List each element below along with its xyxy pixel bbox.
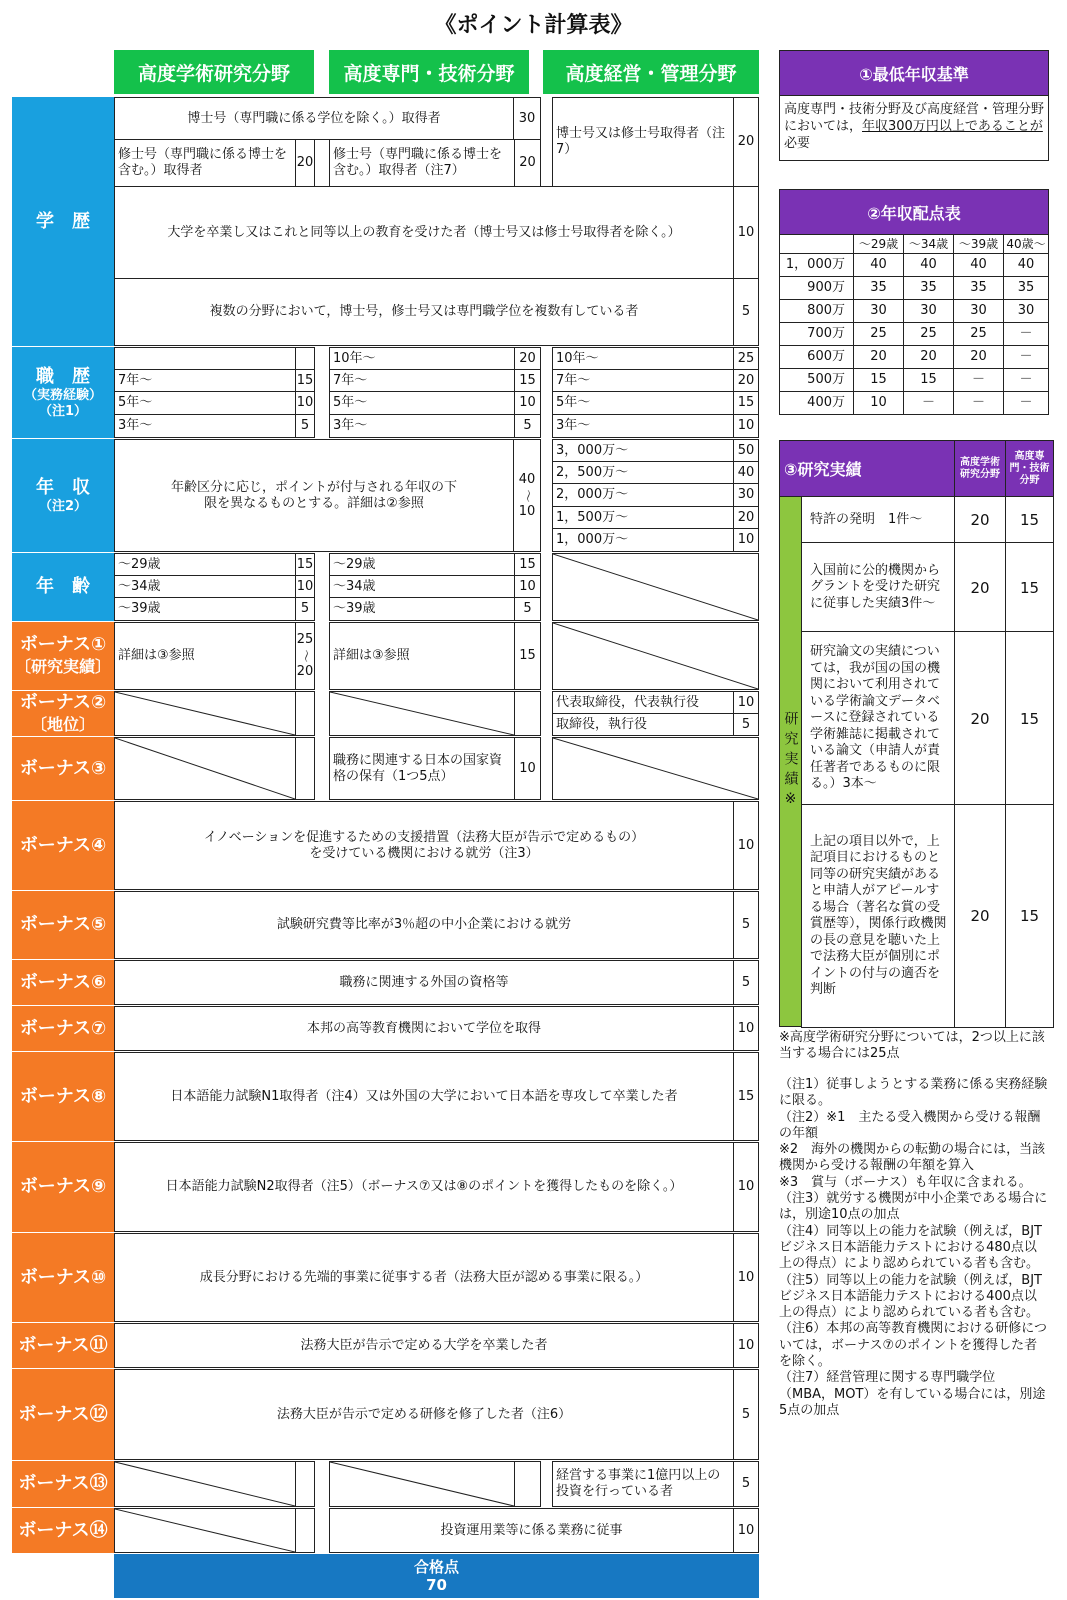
income-management-pts: 50 bbox=[733, 439, 759, 462]
income-table-cell: 20 bbox=[853, 345, 904, 369]
category-bonus2 bbox=[12, 691, 114, 736]
edu-master-academic-text: 修士号（専門職に係る博士を含む。）取得者 bbox=[114, 139, 296, 187]
income-table-row-label: 500万 bbox=[779, 368, 854, 392]
research-item-academic-pts: 20 bbox=[954, 496, 1006, 544]
income-table-row-label: 700万 bbox=[779, 322, 854, 346]
income-table-cell: 25 bbox=[903, 322, 954, 346]
income-table-cell: 30 bbox=[1003, 299, 1049, 323]
min-income-underlined: 年収300万円以上であることが bbox=[862, 119, 1043, 134]
career-management-row: 10年～ bbox=[552, 347, 734, 370]
bonus2-management-row: 代表取締役，代表執行役 bbox=[552, 691, 734, 714]
edu-univ-pts: 10 bbox=[733, 186, 759, 279]
age-specialist-pts: 10 bbox=[514, 575, 541, 598]
income-pts-top: 40 bbox=[518, 471, 536, 487]
career-management-pts: 20 bbox=[733, 369, 759, 392]
min-income-title: ①最低年収基準 bbox=[779, 50, 1049, 96]
bonus9-pts: 10 bbox=[733, 1142, 759, 1232]
bonus13-academic-pts-blank bbox=[295, 1461, 315, 1507]
category-age-label: 年 齢 bbox=[36, 576, 90, 597]
bonus10-pts: 10 bbox=[733, 1233, 759, 1322]
bonus2-specialist-na bbox=[329, 691, 515, 736]
category-bonus14 bbox=[12, 1508, 114, 1553]
notes: （注1）従事しようとする業務に係る実務経験に限る。 （注2）※1 主たる受入機関から受ける報酬の年額 ※2 海外の機関からの転勤の場合には，当該機関から受ける報酬の年額を算入 ※3 賞与（ボーナス）も年収に含まれる。 （注3）就労する機関が中小企業である場合には，別途10点の加点 （注4）同等以上の能力を試験（例えば，BJTビジネス日本語能力テストにおける480点以上の得点）により認められている者も含む。 （注5）同等以上の能力を試験（例えば，BJTビジネス日本語能力テストにおける400点以上の得点）により認められている者も含む。 （注6）本邦の高等教育機関における研修については，ボーナス⑦のポイントを獲得した者を除く。 （注7）経営管理に関する専門職学位（MBA，MOT）を有している場合には，別途5点の加点 bbox=[779, 1077, 1048, 1418]
category-bonus4 bbox=[12, 801, 114, 890]
research-title-label: ③研究実績 bbox=[784, 460, 862, 479]
category-education bbox=[12, 97, 114, 346]
income-table-col-header: ～39歳 bbox=[953, 234, 1004, 254]
research-item-text: 研究論文の実績については，我が国の国の機関において利用されている学術論文データベースに登録されている学術雑誌に掲載されている論文（申請人が責任著者であるものに限る。）3本～ bbox=[801, 631, 955, 806]
category-bonus2-label: ボーナス② bbox=[19, 691, 107, 713]
bonus1-academic-text: 詳細は③参照 bbox=[114, 622, 296, 690]
bonus13-specialist-pts-blank bbox=[514, 1461, 541, 1507]
bonus12-text: 法務大臣が告示で定める研修を修了した者（注6） bbox=[114, 1369, 734, 1460]
research-title bbox=[779, 440, 955, 497]
category-income-label: 年 収 bbox=[36, 476, 90, 498]
career-specialist-pts: 20 bbox=[514, 347, 541, 370]
income-table-title: ②年収配点表 bbox=[779, 189, 1049, 235]
bonus7-pts: 10 bbox=[733, 1006, 759, 1051]
bonus14-text: 投資運用業等に係る業務に従事 bbox=[329, 1508, 734, 1553]
income-table-cell: － bbox=[1003, 345, 1049, 369]
research-item-text: 上記の項目以外で，上記項目におけるものと同等の研究実績があると申請人がアピールする場合（著名な賞の受賞歴等），関係行政機関の長の意見を聴いた上で法務大臣が個別にポイントの付与の適否を判断 bbox=[801, 804, 955, 1028]
career-specialist-pts: 15 bbox=[514, 369, 541, 392]
category-bonus5 bbox=[12, 891, 114, 959]
bonus6-text: 職務に関連する外国の資格等 bbox=[114, 960, 734, 1005]
bonus13-management-pts: 5 bbox=[733, 1461, 759, 1507]
age-academic-pts: 10 bbox=[295, 575, 315, 598]
income-table-cell: 25 bbox=[853, 322, 904, 346]
research-col-specialist: 高度専門・技術分野 bbox=[1005, 440, 1054, 497]
bonus2-academic-na bbox=[114, 691, 296, 736]
income-table-cell: 10 bbox=[853, 391, 904, 415]
income-table-cell: － bbox=[953, 391, 1004, 415]
income-table-row-label: 800万 bbox=[779, 299, 854, 323]
bonus3-academic-na bbox=[114, 737, 296, 800]
age-academic-row: ～39歳 bbox=[114, 597, 296, 621]
income-table-col-header: ～29歳 bbox=[853, 234, 904, 254]
category-career-sub: （実務経験） （注1） bbox=[23, 387, 102, 419]
research-item-specialist-pts: 15 bbox=[1005, 804, 1054, 1028]
bonus2-management-row: 取締役，執行役 bbox=[552, 713, 734, 736]
income-table-cell: 35 bbox=[1003, 276, 1049, 300]
career-specialist-row: 7年～ bbox=[329, 369, 515, 392]
category-income-sub: （注2） bbox=[38, 498, 88, 514]
bonus9-text: 日本語能力試験N2取得者（注5）（ボーナス⑦又は⑧のポイントを獲得したものを除く。） bbox=[114, 1142, 734, 1232]
income-table-cell: 30 bbox=[853, 299, 904, 323]
income-table-cell: 40 bbox=[853, 253, 904, 277]
category-bonus13-label: ボーナス⑬ bbox=[18, 1473, 108, 1494]
category-bonus12 bbox=[12, 1369, 114, 1460]
income-table-cell: － bbox=[1003, 391, 1049, 415]
category-bonus6-label: ボーナス⑥ bbox=[19, 971, 107, 993]
bonus11-pts: 10 bbox=[733, 1323, 759, 1368]
category-bonus7 bbox=[12, 1006, 114, 1051]
career-academic-row: 5年～ bbox=[114, 391, 296, 415]
income-management-row: 1，500万～ bbox=[552, 506, 734, 529]
income-table-cell: － bbox=[953, 368, 1004, 392]
career-academic-blank bbox=[114, 347, 296, 370]
bonus2-management-pts: 10 bbox=[733, 691, 759, 714]
bonus2-specialist-pts-blank bbox=[514, 691, 541, 736]
income-table-row-label: 1，000万 bbox=[779, 253, 854, 277]
research-footnote: ※高度学術研究分野については，2つ以上に該当する場合には25点 bbox=[779, 1030, 1045, 1061]
research-item-text: 入国前に公的機関からグラントを受けた研究に従事した実績3件～ bbox=[801, 542, 955, 633]
bonus4-text: イノベーションを促進するための支援措置（法務大臣が告示で定めるもの） を受けている機関における就労（注3） bbox=[114, 801, 734, 890]
header-management: 高度経営・管理分野 bbox=[543, 50, 759, 94]
age-specialist-row: ～29歳 bbox=[329, 553, 515, 576]
bonus8-text: 日本語能力試験N1取得者（注4）又は外国の大学において日本語を専攻して卒業した者 bbox=[114, 1052, 734, 1141]
income-table-col-header: 40歳～ bbox=[1003, 234, 1049, 254]
career-specialist-pts: 10 bbox=[514, 391, 541, 415]
bonus2-management-pts: 5 bbox=[733, 713, 759, 736]
income-table-cell: － bbox=[1003, 368, 1049, 392]
min-income-text: 高度専門・技術分野及び高度経営・管理分野においては， bbox=[784, 102, 1045, 134]
edu-mgmt-text: 博士号又は修士号取得者（注7） bbox=[552, 97, 734, 187]
income-table-cell: 20 bbox=[953, 345, 1004, 369]
bonus8-pts: 15 bbox=[733, 1052, 759, 1141]
income-management-row: 2，500万～ bbox=[552, 461, 734, 484]
income-table-corner bbox=[779, 234, 854, 254]
research-side-label bbox=[779, 496, 802, 1027]
category-bonus10 bbox=[12, 1233, 114, 1322]
edu-phd-text: 博士号（専門職に係る学位を除く。）取得者 bbox=[114, 97, 514, 140]
category-bonus8-label: ボーナス⑧ bbox=[19, 1085, 107, 1107]
bonus13-specialist-na bbox=[329, 1461, 515, 1507]
career-specialist-row: 5年～ bbox=[329, 391, 515, 415]
research-item-academic-pts: 20 bbox=[954, 631, 1006, 806]
category-bonus12-label: ボーナス⑫ bbox=[18, 1403, 108, 1425]
income-table-row-label: 400万 bbox=[779, 391, 854, 415]
income-table-cell: － bbox=[1003, 322, 1049, 346]
category-bonus14-label: ボーナス⑭ bbox=[18, 1519, 108, 1541]
career-management-row: 5年～ bbox=[552, 391, 734, 415]
bonus1-specialist-text: 詳細は③参照 bbox=[329, 622, 515, 690]
category-bonus9 bbox=[12, 1142, 114, 1232]
header-academic: 高度学術研究分野 bbox=[114, 50, 314, 94]
bonus14-academic-pts-blank bbox=[295, 1508, 315, 1553]
pass-score-label: 合格点 bbox=[413, 1558, 459, 1576]
research-col-academic: 高度学術研究分野 bbox=[954, 440, 1006, 497]
income-table-cell: 30 bbox=[953, 299, 1004, 323]
income-table bbox=[779, 234, 1049, 416]
research-item-specialist-pts: 15 bbox=[1005, 631, 1054, 806]
income-management-pts: 30 bbox=[733, 483, 759, 507]
income-table-cell: 15 bbox=[853, 368, 904, 392]
income-pts bbox=[513, 439, 541, 552]
age-academic-pts: 15 bbox=[295, 553, 315, 576]
bonus4-pts: 10 bbox=[733, 801, 759, 890]
career-academic-pts: 15 bbox=[295, 369, 315, 392]
category-age bbox=[12, 553, 114, 621]
category-bonus4-label: ボーナス④ bbox=[19, 834, 107, 856]
career-specialist-pts: 5 bbox=[514, 414, 541, 438]
category-career-label: 職 歴 bbox=[36, 365, 90, 387]
category-bonus2-sub: 〔地位〕 bbox=[30, 714, 95, 734]
income-text: 年齢区分に応じ，ポイントが付与される年収の下限を異なるものとする。詳細は②参照 bbox=[114, 439, 514, 552]
bonus3-specialist-text: 職務に関連する日本の国家資格の保有（1つ5点） bbox=[329, 737, 515, 800]
category-bonus1 bbox=[12, 622, 114, 690]
edu-phd-pts: 30 bbox=[513, 97, 541, 140]
career-academic-row: 7年～ bbox=[114, 369, 296, 392]
bonus1-pts-bot: 20 bbox=[296, 664, 314, 679]
income-table-cell: 40 bbox=[1003, 253, 1049, 277]
income-pts-mid: ～ bbox=[519, 488, 535, 503]
bonus3-management-na bbox=[552, 737, 759, 800]
category-bonus7-label: ボーナス⑦ bbox=[19, 1017, 107, 1039]
edu-mgmt-pts: 20 bbox=[733, 97, 759, 187]
edu-master-specialist-pts: 20 bbox=[514, 139, 541, 187]
edu-multi-pts: 5 bbox=[733, 278, 759, 346]
income-management-row: 2，000万～ bbox=[552, 483, 734, 507]
income-pts-bot: 10 bbox=[518, 503, 536, 519]
research-item-academic-pts: 20 bbox=[954, 804, 1006, 1028]
category-career bbox=[12, 347, 114, 438]
bonus13-academic-na bbox=[114, 1461, 296, 1507]
bonus11-text: 法務大臣が告示で定める大学を卒業した者 bbox=[114, 1323, 734, 1368]
research-item-specialist-pts: 15 bbox=[1005, 542, 1054, 633]
career-management-pts: 25 bbox=[733, 347, 759, 370]
age-academic-pts: 5 bbox=[295, 597, 315, 621]
income-table-cell: 30 bbox=[903, 299, 954, 323]
bonus5-pts: 5 bbox=[733, 891, 759, 959]
pass-score-value: 70 bbox=[426, 1576, 447, 1594]
age-specialist-pts: 5 bbox=[514, 597, 541, 621]
career-specialist-row: 3年～ bbox=[329, 414, 515, 438]
age-specialist-row: ～34歳 bbox=[329, 575, 515, 598]
bonus12-pts: 5 bbox=[733, 1369, 759, 1460]
bonus7-text: 本邦の高等教育機関において学位を取得 bbox=[114, 1006, 734, 1051]
income-table-row-label: 900万 bbox=[779, 276, 854, 300]
page-title: 《ポイント計算表》 bbox=[434, 13, 633, 38]
bonus3-academic-pts-blank bbox=[295, 737, 315, 800]
edu-master-academic-pts: 20 bbox=[295, 139, 315, 187]
research-side-text: 研究実績※ bbox=[782, 710, 799, 813]
age-management-na bbox=[552, 553, 759, 621]
income-management-pts: 10 bbox=[733, 528, 759, 552]
income-management-row: 1，000万～ bbox=[552, 528, 734, 552]
research-item-academic-pts: 20 bbox=[954, 542, 1006, 633]
category-bonus8 bbox=[12, 1052, 114, 1141]
min-income-box bbox=[779, 95, 1049, 161]
age-academic-row: ～29歳 bbox=[114, 553, 296, 576]
income-table-cell: 35 bbox=[903, 276, 954, 300]
career-academic-blank-pts bbox=[295, 347, 315, 370]
category-bonus1-sub: 〔研究実績〕 bbox=[14, 657, 111, 676]
age-specialist-pts: 15 bbox=[514, 553, 541, 576]
age-specialist-row: ～39歳 bbox=[329, 597, 515, 621]
edu-univ-text: 大学を卒業し又はこれと同等以上の教育を受けた者（博士号又は修士号取得者を除く。） bbox=[114, 186, 734, 279]
category-bonus9-label: ボーナス⑨ bbox=[19, 1176, 107, 1197]
bonus14-academic-na bbox=[114, 1508, 296, 1553]
research-item-text: 特許の発明 1件～ bbox=[801, 496, 955, 544]
income-management-pts: 20 bbox=[733, 506, 759, 529]
edu-multi-text: 複数の分野において，博士号，修士号又は専門職学位を複数有している者 bbox=[114, 278, 734, 346]
income-table-cell: 35 bbox=[953, 276, 1004, 300]
career-management-pts: 10 bbox=[733, 414, 759, 438]
career-academic-pts: 10 bbox=[295, 391, 315, 415]
income-management-pts: 40 bbox=[733, 461, 759, 484]
category-bonus10-label: ボーナス⑩ bbox=[19, 1266, 107, 1288]
bonus1-specialist-pts: 15 bbox=[514, 622, 541, 690]
bonus1-pts-top: 25 bbox=[296, 632, 314, 647]
min-income-end: 必要 bbox=[784, 136, 811, 151]
career-specialist-row: 10年～ bbox=[329, 347, 515, 370]
income-table-cell: 35 bbox=[853, 276, 904, 300]
edu-master-specialist-text: 修士号（専門職に係る博士を含む。）取得者（注7） bbox=[329, 139, 515, 187]
category-bonus6 bbox=[12, 960, 114, 1005]
bonus1-pts-mid: ～ bbox=[297, 649, 313, 663]
income-table-cell: 40 bbox=[903, 253, 954, 277]
income-table-cell: 15 bbox=[903, 368, 954, 392]
career-academic-row: 3年～ bbox=[114, 414, 296, 438]
edu-gap bbox=[314, 139, 330, 187]
category-income bbox=[12, 439, 114, 552]
bonus1-academic-pts bbox=[295, 622, 315, 690]
income-table-row-label: 600万 bbox=[779, 345, 854, 369]
income-management-row: 3，000万～ bbox=[552, 439, 734, 462]
bonus2-academic-pts-blank bbox=[295, 691, 315, 736]
income-table-cell: 25 bbox=[953, 322, 1004, 346]
category-bonus13 bbox=[12, 1461, 114, 1507]
bonus1-management-na bbox=[552, 622, 759, 690]
career-management-row: 3年～ bbox=[552, 414, 734, 438]
career-academic-pts: 5 bbox=[295, 414, 315, 438]
income-table-cell: － bbox=[903, 391, 954, 415]
header-specialist: 高度専門・技術分野 bbox=[329, 50, 529, 94]
career-management-pts: 15 bbox=[733, 391, 759, 415]
bonus10-text: 成長分野における先端的事業に従事する者（法務大臣が認める事業に限る。） bbox=[114, 1233, 734, 1322]
bonus5-text: 試験研究費等比率が3％超の中小企業における就労 bbox=[114, 891, 734, 959]
bonus13-management-text: 経営する事業に1億円以上の投資を行っている者 bbox=[552, 1461, 734, 1507]
pass-score-box bbox=[114, 1554, 759, 1598]
category-bonus1-label: ボーナス① bbox=[19, 634, 107, 655]
income-table-col-header: ～34歳 bbox=[903, 234, 954, 254]
bonus3-specialist-pts: 10 bbox=[514, 737, 541, 800]
income-table-cell: 20 bbox=[903, 345, 954, 369]
bonus14-pts: 10 bbox=[733, 1508, 759, 1553]
category-bonus11 bbox=[12, 1323, 114, 1368]
research-item-specialist-pts: 15 bbox=[1005, 496, 1054, 544]
career-management-row: 7年～ bbox=[552, 369, 734, 392]
category-bonus11-label: ボーナス⑪ bbox=[18, 1334, 108, 1356]
category-education-label: 学 歴 bbox=[36, 210, 90, 232]
bonus6-pts: 5 bbox=[733, 960, 759, 1005]
age-academic-row: ～34歳 bbox=[114, 575, 296, 598]
income-table-cell: 40 bbox=[953, 253, 1004, 277]
category-bonus3 bbox=[12, 737, 114, 800]
category-bonus5-label: ボーナス⑤ bbox=[19, 914, 107, 935]
category-bonus3-label: ボーナス③ bbox=[19, 757, 107, 779]
